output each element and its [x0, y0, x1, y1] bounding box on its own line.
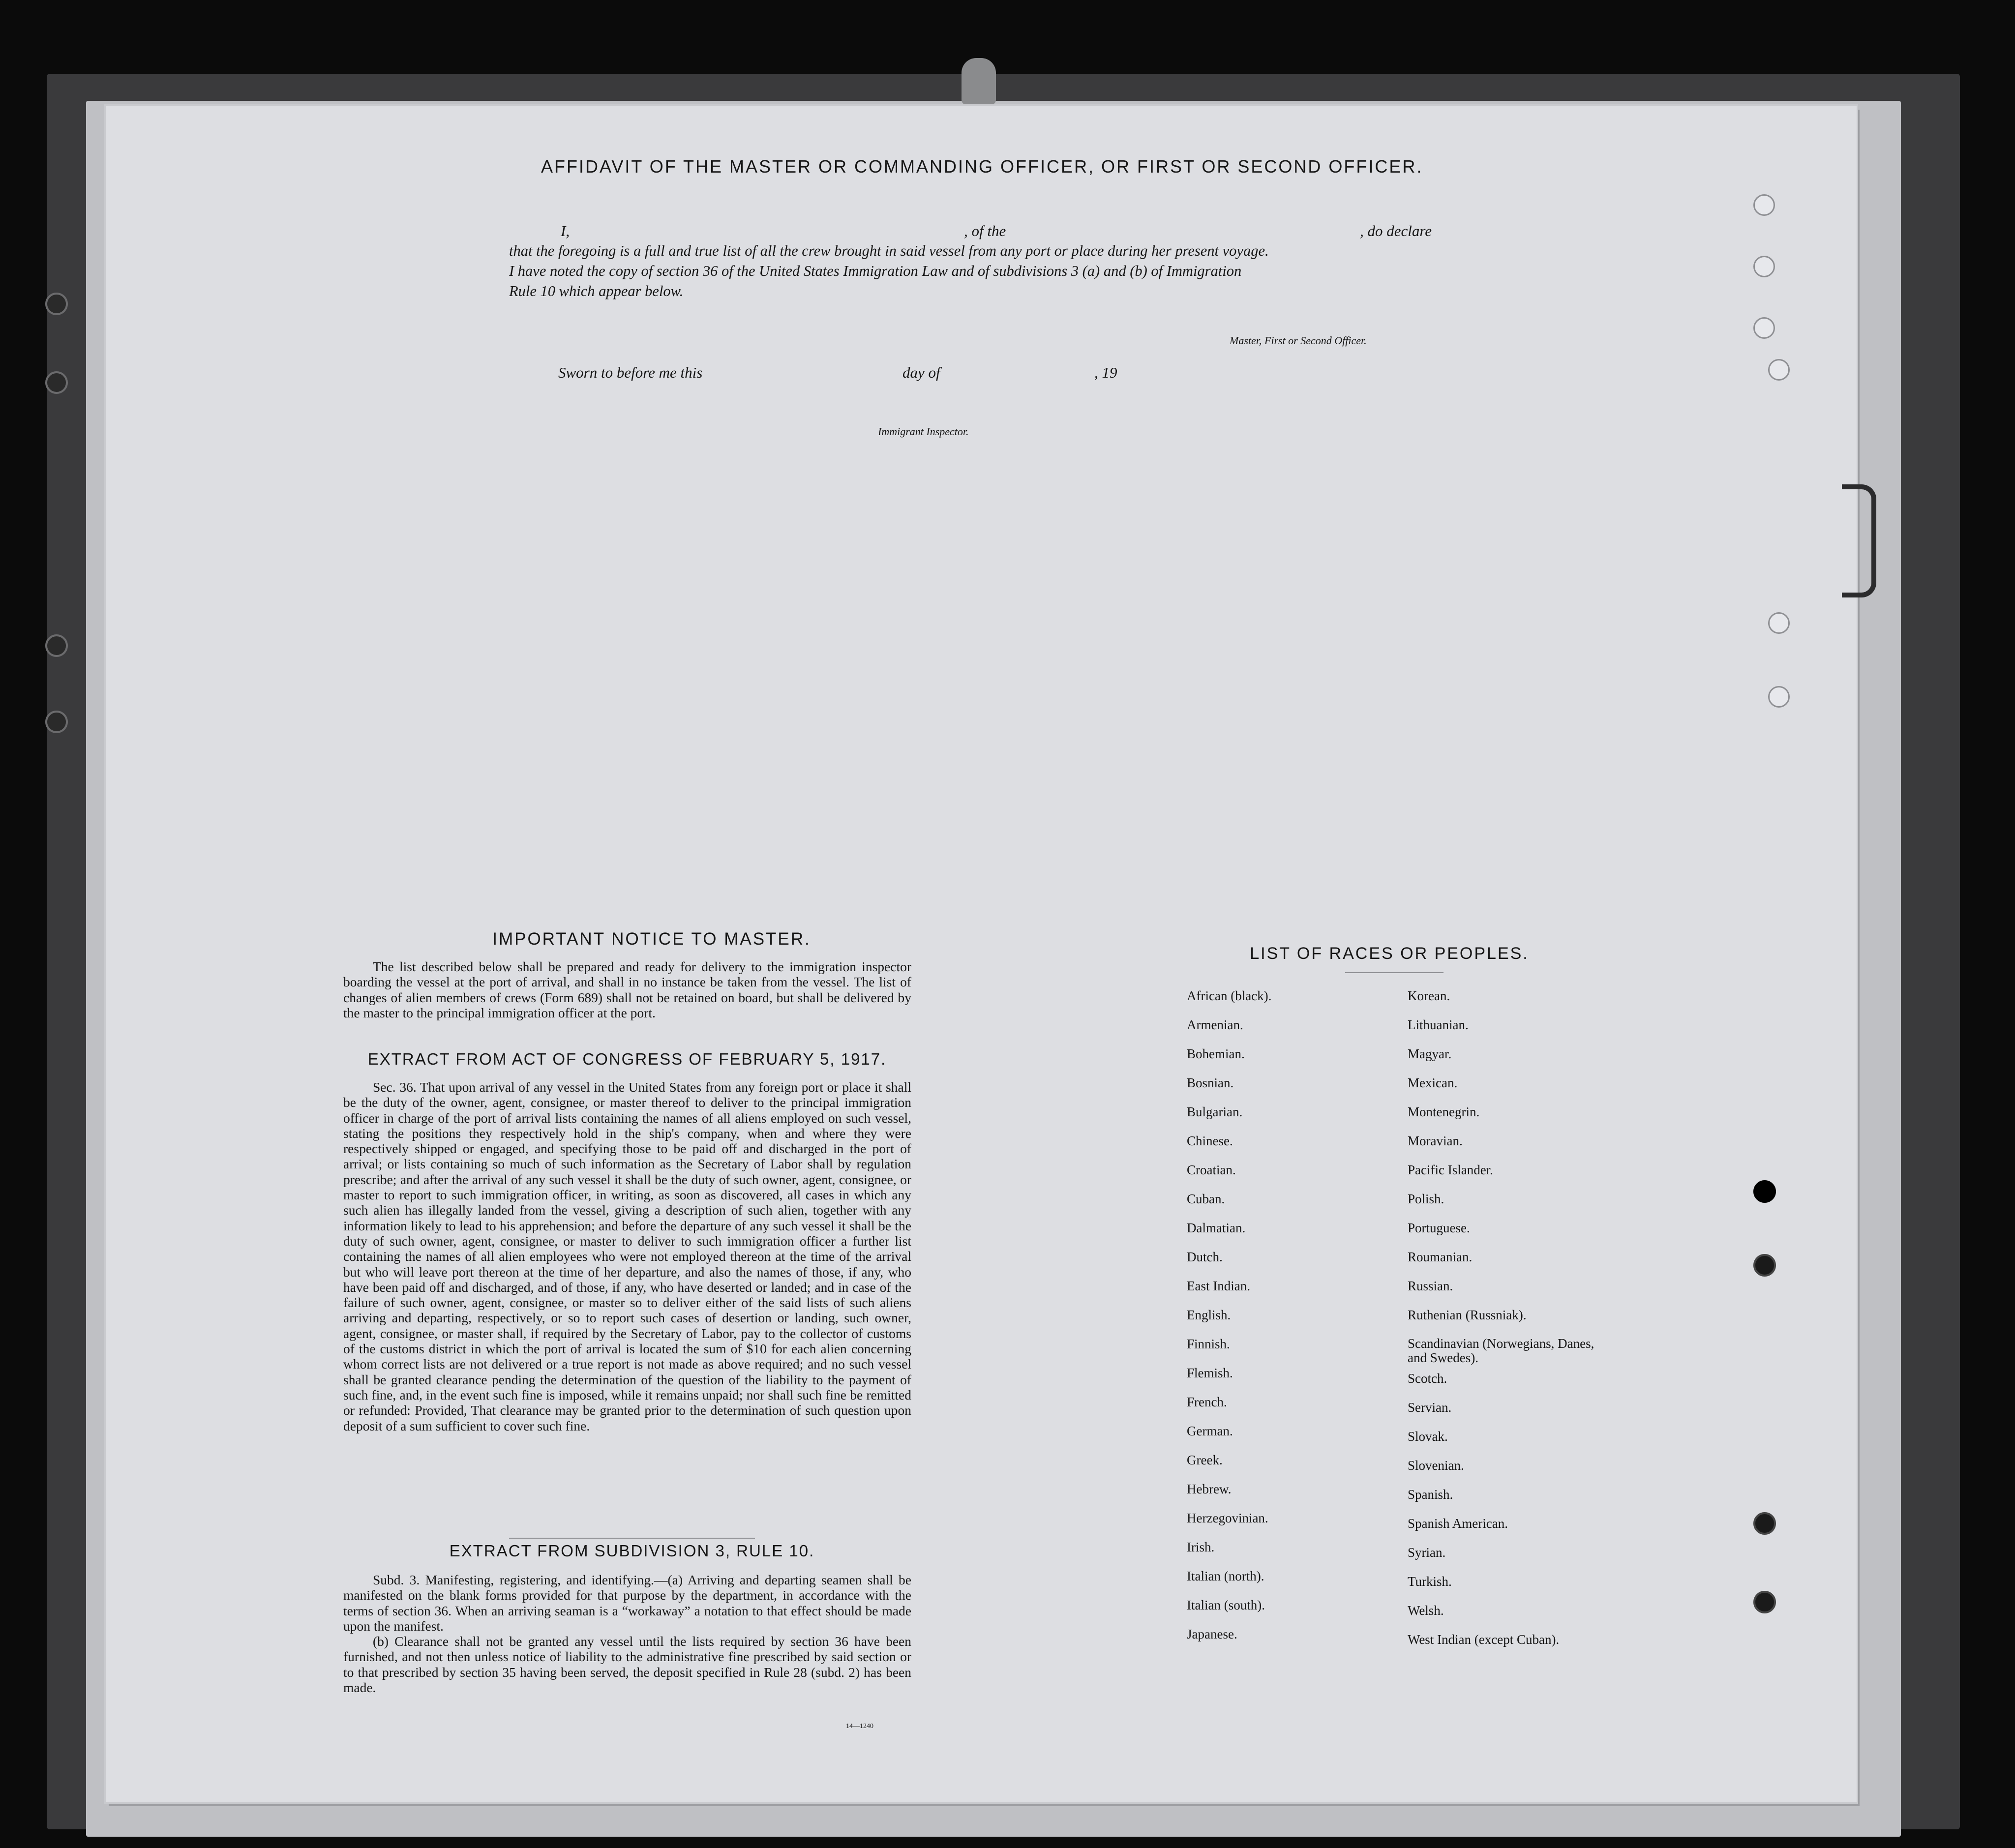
race-entry: Cuban. — [1187, 1192, 1225, 1206]
binder-hole — [45, 293, 68, 315]
race-entry: Bulgarian. — [1187, 1104, 1243, 1119]
affidavit-i: I, — [561, 222, 570, 239]
race-entry: Chinese. — [1187, 1133, 1233, 1148]
race-entry: Bohemian. — [1187, 1046, 1245, 1061]
race-entry: Montenegrin. — [1408, 1104, 1480, 1119]
punch-hole — [1753, 256, 1775, 277]
master-signature-label: Master, First or Second Officer. — [1230, 334, 1367, 347]
affidavit-line-3: I have noted the copy of section 36 of the United States Immigration Law and of subdivisions 3 (a) and (b) of Immigration — [509, 263, 1242, 279]
extract-act-text — [343, 1079, 911, 1433]
race-entry: East Indian. — [1187, 1279, 1250, 1293]
section-36-paragraph: Sec. 36. That upon arrival of any vessel in the United States from any foreign port or place it shall be the duty of the owner, agent, consignee, or master thereof to deliver to the principal immigration officer in charge of the port of arrival lists containing the names of all aliens employed on such vessel, stating the positions they respectively hold in the ship's company, when and where they were respectively shipped or engaged, and specifying those to be paid off and discharged in the port of arrival; or lists containing so much of such information as the Secretary of Labor shall by regulation prescribe; and after the arrival of any such vessel it shall be the duty of such owner, agent, consignee, or master to report to such immigration officer, in writing, as soon as discovered, all cases in which any such alien has illegally landed from the vessel, giving a description of such alien, together with any information likely to lead to his apprehension; and before the departure of any such vessel it shall be the duty of such owner, agent, consignee, or master to deliver to such immigration officer a further list containing the names of all alien employees who were not employed thereon at the time of the arrival but who will leave port thereon at the time of her departure, and also the names of those, if any, who have been paid off and discharged, and of those, if any, who have deserted or landed; and in case of the failure of such owner, agent, consignee, or master so to deliver either of the said lists of such aliens arriving and departing, respectively, or so to report such cases of desertion or landing, such owner, agent, consignee, or master shall, if required by the Secretary of Labor, pay to the collector of customs of the customs district in which the port of arrival is located the sum of $10 for each alien concerning whom correct lists are not delivered or a true report is not made as above required; and no such vessel shall be granted clearance pending the determination of the question of the liability to the payment of such fine, and, in the event such fine is imposed, while it remains unpaid; nor shall such fine be remitted or refunded: Provided, That clearance may be granted prior to the determination of such question upon deposit of a sum sufficient to cover such fine. — [343, 1079, 911, 1433]
race-entry: Welsh. — [1408, 1603, 1444, 1618]
race-entry: Spanish American. — [1408, 1516, 1508, 1531]
race-entry: Portuguese. — [1408, 1221, 1470, 1235]
extract-rule-heading: EXTRACT FROM SUBDIVISION 3, RULE 10. — [449, 1542, 815, 1560]
race-entry: Armenian. — [1187, 1017, 1243, 1032]
notice-paragraph: The list described below shall be prepared and ready for delivery to the immigration inspector boarding the vessel at the port of arrival, and shall in no instance be taken from the vessel. The list of changes of alien members of crews (Form 689) shall not be retained on board, but shall be delivered by the master to the principal immigration officer at the port. — [343, 959, 911, 1020]
year-text: , 19 — [1094, 364, 1117, 381]
race-entry: Moravian. — [1408, 1133, 1463, 1148]
race-entry: Roumanian. — [1408, 1250, 1473, 1264]
race-entry: Spanish. — [1408, 1487, 1453, 1502]
race-entry: Korean. — [1408, 988, 1450, 1003]
race-entry: Scandinavian (Norwegians, Danes, and Swedes). — [1408, 1336, 1594, 1365]
notice-text — [343, 959, 911, 1020]
affidavit-of-the: , of the — [964, 222, 1006, 239]
race-entry: Polish. — [1408, 1192, 1444, 1206]
extract-act-heading: EXTRACT FROM ACT OF CONGRESS OF FEBRUARY 5, 1917. — [367, 1050, 887, 1068]
extract-rule-text — [343, 1572, 911, 1695]
race-entry: Bosnian. — [1187, 1075, 1234, 1090]
divider — [509, 1538, 755, 1539]
punch-hole — [1753, 1254, 1776, 1277]
race-entry: Irish. — [1187, 1540, 1215, 1554]
race-entry: Russian. — [1408, 1279, 1453, 1293]
race-entry: Mexican. — [1408, 1075, 1458, 1090]
race-entry: English. — [1187, 1308, 1231, 1322]
affidavit-line-2: that the foregoing is a full and true list of all the crew brought in said vessel from any port or place during her present voyage. — [509, 242, 1269, 259]
punch-hole — [1753, 317, 1775, 339]
races-right-column — [1408, 988, 1624, 1661]
race-entry: Dutch. — [1187, 1250, 1223, 1264]
race-entry: Ruthenian (Russniak). — [1408, 1308, 1527, 1322]
race-entry: French. — [1187, 1395, 1227, 1409]
punch-hole — [1768, 612, 1790, 634]
punch-hole — [1753, 1512, 1776, 1535]
race-entry: Pacific Islander. — [1408, 1162, 1493, 1177]
subd-b-paragraph: (b) Clearance shall not be granted any vessel until the lists required by section 36 have been furnished, and not then unless notice of liability to the administrative fine prescribed by said section or to that prescribed by section 35 having been served, the deposit specified in Rule 28 (subd. 2) has been made. — [343, 1634, 911, 1696]
punch-hole — [1753, 194, 1775, 216]
punch-hole — [1753, 1180, 1776, 1203]
race-entry: Croatian. — [1187, 1162, 1236, 1177]
form-number: 14—1240 — [846, 1723, 873, 1730]
race-entry: Dalmatian. — [1187, 1221, 1246, 1235]
race-entry: Syrian. — [1408, 1545, 1446, 1560]
affidavit-do-declare: , do declare — [1360, 222, 1432, 239]
races-left-column — [1187, 988, 1349, 1656]
race-entry: Greek. — [1187, 1453, 1223, 1467]
race-entry: West Indian (except Cuban). — [1408, 1632, 1560, 1647]
divider — [1345, 972, 1444, 973]
affidavit-line-4: Rule 10 which appear below. — [509, 283, 684, 299]
punch-hole — [1768, 686, 1790, 708]
punch-hole — [1768, 359, 1790, 381]
race-entry: Hebrew. — [1187, 1482, 1232, 1496]
race-entry: Finnish. — [1187, 1337, 1230, 1351]
binder-hole — [45, 634, 68, 657]
race-entry: Servian. — [1408, 1400, 1452, 1415]
binder-clip — [962, 58, 996, 105]
race-entry: German. — [1187, 1424, 1233, 1438]
race-entry: Magyar. — [1408, 1046, 1452, 1061]
notice-heading: IMPORTANT NOTICE TO MASTER. — [492, 929, 811, 949]
binder-hole — [45, 711, 68, 733]
subd-a-paragraph: Subd. 3. Manifesting, registering, and identifying.—(a) Arriving and departing seamen shall be manifested on the blank forms provided for that purpose by the department, in accordance with the terms of section 36. When an arriving seaman is a “workaway” a notation to that effect should be made upon the manifest. — [343, 1572, 911, 1634]
race-entry: Herzegovinian. — [1187, 1511, 1268, 1525]
race-entry: Lithuanian. — [1408, 1017, 1469, 1032]
race-entry: Flemish. — [1187, 1366, 1233, 1380]
race-entry: Italian (south). — [1187, 1598, 1265, 1612]
race-entry: Slovenian. — [1408, 1458, 1464, 1473]
inspector-label: Immigrant Inspector. — [878, 425, 969, 438]
races-heading: LIST OF RACES OR PEOPLES. — [1250, 944, 1529, 963]
day-of-text: day of — [902, 364, 940, 381]
punch-hole — [1753, 1591, 1776, 1613]
race-entry: African (black). — [1187, 988, 1272, 1003]
binder-hole — [45, 371, 68, 394]
binder-tab — [1842, 484, 1876, 597]
affidavit-title: AFFIDAVIT OF THE MASTER OR COMMANDING OFFICER, OR FIRST OR SECOND OFFICER. — [541, 156, 1423, 177]
race-entry: Turkish. — [1408, 1574, 1452, 1589]
race-entry: Italian (north). — [1187, 1569, 1264, 1583]
race-entry: Scotch. — [1408, 1371, 1447, 1386]
race-entry: Japanese. — [1187, 1627, 1237, 1641]
manifest-page — [106, 106, 1857, 1802]
race-entry: Slovak. — [1408, 1429, 1448, 1444]
sworn-text: Sworn to before me this — [558, 364, 703, 381]
